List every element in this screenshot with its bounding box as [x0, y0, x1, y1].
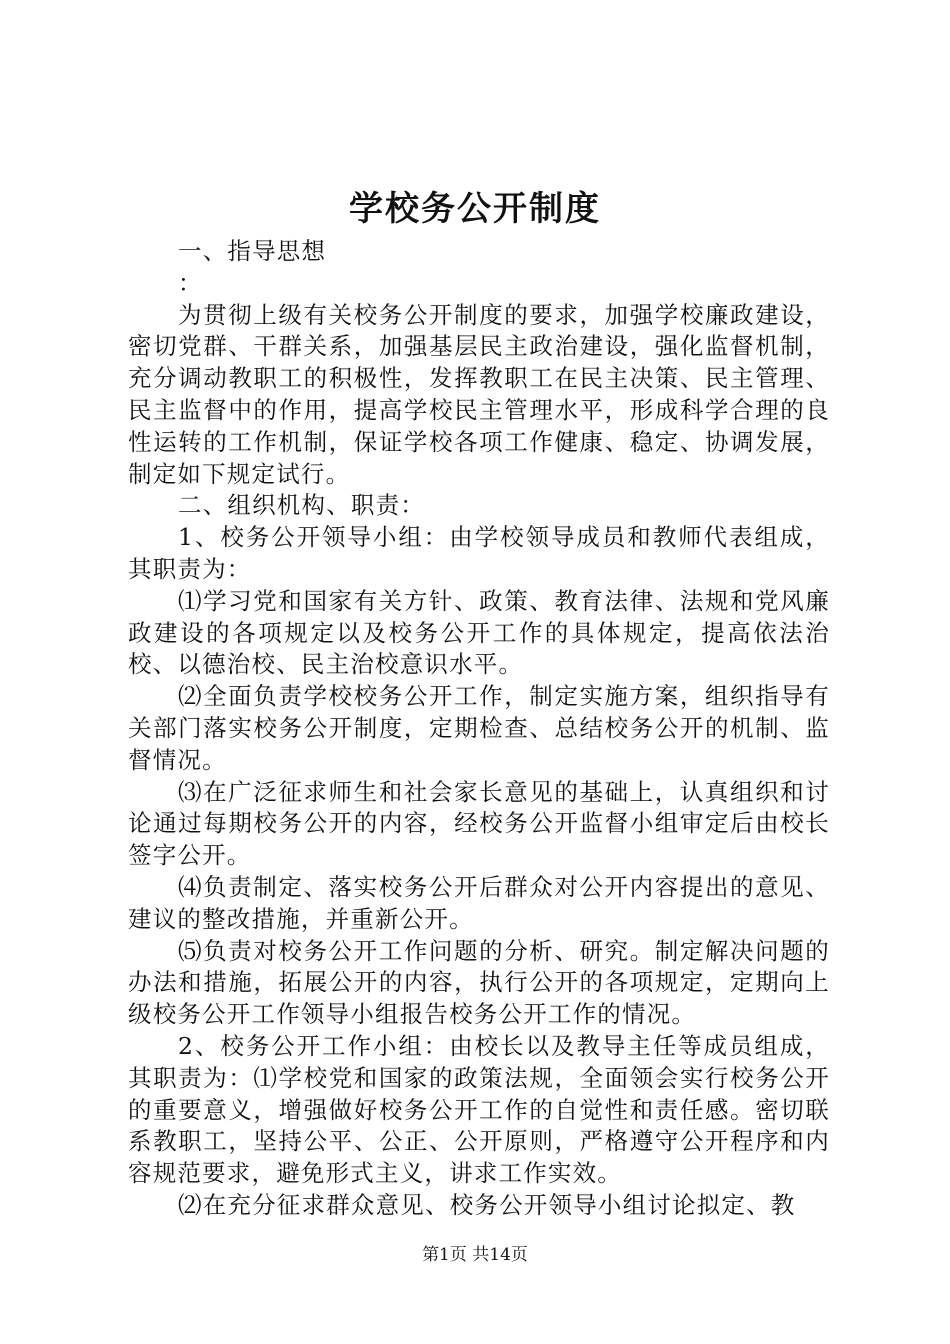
paragraph-leading-group: 1、校务公开领导小组：由学校领导成员和教师代表组成，其职责为：: [128, 523, 830, 583]
page-footer: 第1页 共14页: [422, 1245, 528, 1265]
colon-line: ：: [178, 268, 203, 297]
paragraph-working-group: 2、校务公开工作小组：由校长以及教导主任等成员组成，其职责为：⑴学校党和国家的政策法规，全面领会实行校务公开的重要意义，增强做好校务公开工作的自觉性和责任感。密切联系教职工，坚持公平、公正、公开原则，严格遵守公开程序和内容规范要求，避免形式主义，讲求工作实效。: [128, 1031, 830, 1188]
section-heading-guiding-thought: 一、指导思想: [178, 237, 327, 265]
paragraph-duty-4: ⑷负责制定、落实校务公开后群众对公开内容提出的意见、建议的整改措施，并重新公开。: [128, 872, 830, 933]
paragraph-duty-5: ⑸负责对校务公开工作问题的分析、研究。制定解决问题的办法和措施，拓展公开的内容，执行公开的各项规定，定期向上级校务公开工作领导小组报告校务公开工作的情况。: [128, 936, 830, 1029]
paragraph-purpose: 为贯彻上级有关校务公开制度的要求，加强学校廉政建设，密切党群、干群关系，加强基层民主政治建设，强化监督机制，充分调动教职工的积极性，发挥教职工在民主决策、民主管理、民主监督中的作用，提高学校民主管理水平，形成科学合理的良性运转的工作机制，保证学校各项工作健康、稳定、协调发展，制定如下规定试行。: [128, 300, 830, 488]
paragraph-working-duty-2: ⑵在充分征求群众意见、校务公开领导小组讨论拟定、教: [178, 1190, 796, 1219]
document-body: [128, 210, 830, 1222]
paragraph-duty-2: ⑵全面负责学校校务公开工作，制定实施方案，组织指导有关部门落实校务公开制度，定期检查、总结校务公开的机制、监督情况。: [128, 682, 830, 774]
section-heading-organization: 二、组织机构、职责：: [178, 491, 425, 520]
document-title: 学校务公开制度: [349, 189, 601, 229]
paragraph-duty-1: ⑴学习党和国家有关方针、政策、教育法律、法规和党风廉政建设的各项规定以及校务公开工作的具体规定，提高依法治校、以德治校、民主治校意识水平。: [128, 586, 830, 679]
paragraph-duty-3: ⑶在广泛征求师生和社会家长意见的基础上，认真组织和讨论通过每期校务公开的内容，经校务公开监督小组审定后由校长签字公开。: [128, 777, 830, 870]
